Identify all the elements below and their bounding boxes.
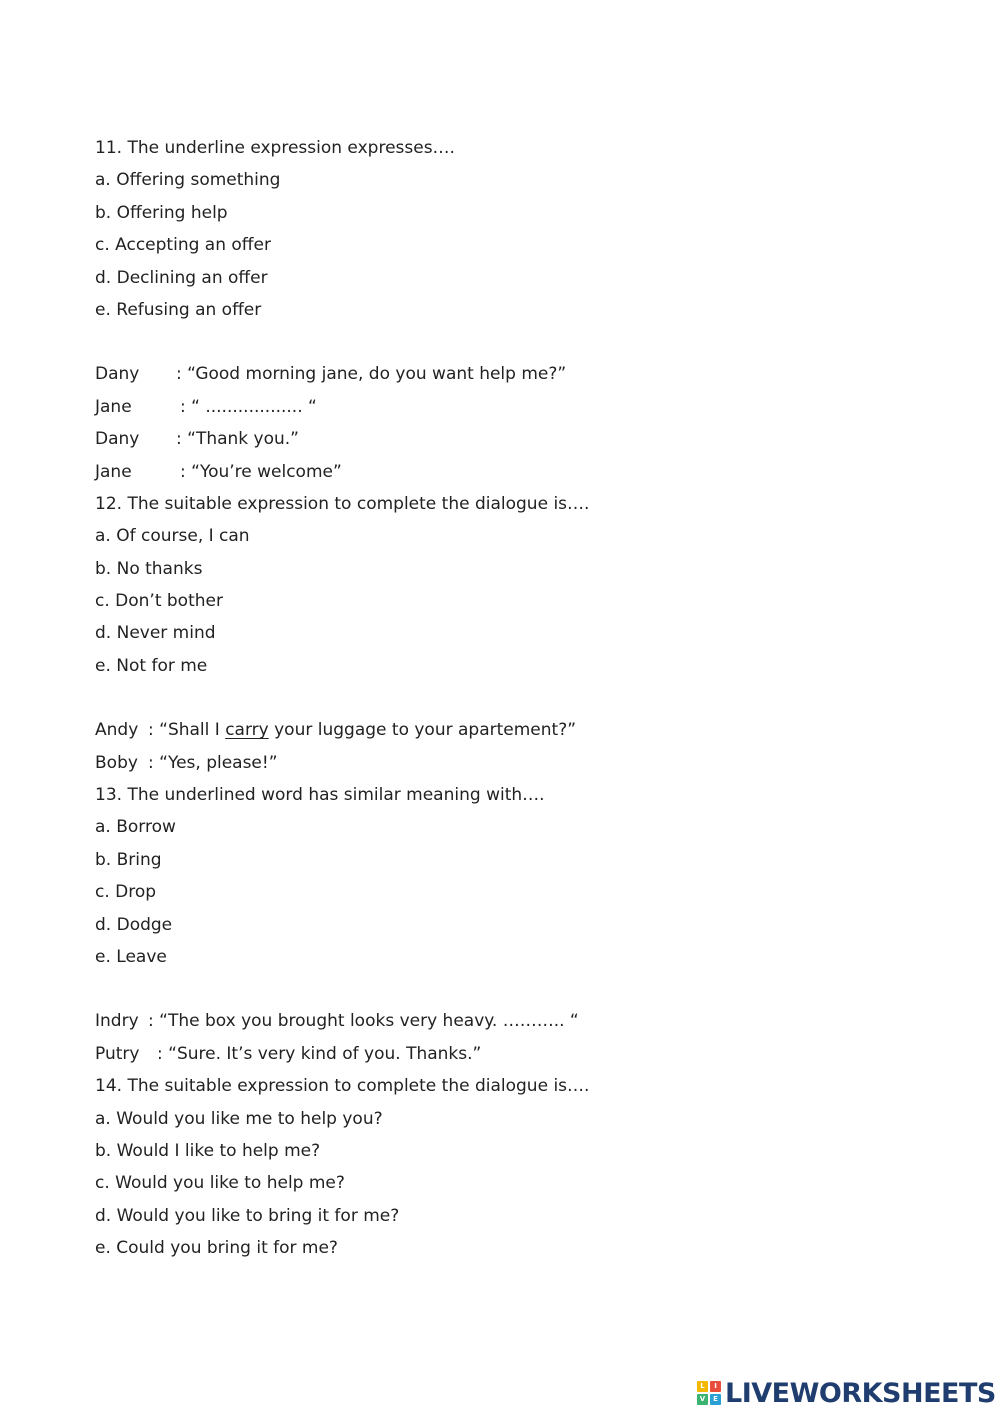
q12-option-b: b. No thanks	[95, 558, 203, 579]
speaker-name: Andy	[95, 720, 139, 741]
question-14: 14. The suitable expression to complete the dialogue is….	[95, 1076, 590, 1097]
q12-option-e: e. Not for me	[95, 655, 208, 676]
dialogue-text: : “Good morning jane, do you want help me?”	[176, 364, 567, 385]
logo-tile: I	[710, 1381, 721, 1392]
q11-option-b: b. Offering help	[95, 202, 228, 223]
logo-tile: L	[697, 1381, 708, 1392]
q14-option-d: d. Would you like to bring it for me?	[95, 1205, 400, 1226]
dialogue-text: : “The box you brought looks very heavy. ……….. “	[148, 1011, 579, 1032]
q12-option-a: a. Of course, I can	[95, 526, 250, 547]
logo-text: LIVEWORKSHEETS	[725, 1377, 996, 1409]
q11-option-d: d. Declining an offer	[95, 267, 268, 288]
question-12: 12. The suitable expression to complete the dialogue is….	[95, 493, 590, 514]
dialogue-text: : “ .................. “	[180, 396, 317, 417]
dialogue-line	[95, 362, 955, 394]
speaker-name: Indry	[95, 1011, 139, 1032]
q13-option-b: b. Bring	[95, 849, 162, 870]
dialogue-line	[95, 395, 955, 427]
worksheet-page	[95, 136, 955, 1269]
speaker-name: Putry	[95, 1043, 140, 1064]
q11-option-c: c. Accepting an offer	[95, 235, 271, 256]
dialogue-line	[95, 751, 955, 783]
dialogue-text: : “You’re welcome”	[180, 461, 342, 482]
q13-option-c: c. Drop	[95, 882, 157, 903]
q14-option-a: a. Would you like me to help you?	[95, 1108, 383, 1129]
dialogue-line	[95, 718, 955, 750]
q14-option-e: e. Could you bring it for me?	[95, 1238, 338, 1259]
q13-option-e: e. Leave	[95, 946, 167, 967]
dialogue-line	[95, 427, 955, 459]
liveworksheets-logo[interactable]	[697, 1376, 996, 1410]
logo-tile: V	[697, 1394, 708, 1405]
speaker-name: Dany	[95, 364, 140, 385]
logo-mark-icon	[697, 1381, 721, 1405]
speaker-name: Dany	[95, 429, 140, 450]
speaker-name: Jane	[95, 461, 132, 482]
question-11: 11. The underline expression expresses….	[95, 138, 455, 158]
dialogue-line	[95, 1042, 955, 1074]
dialogue-text-pre: : “Shall I	[148, 720, 226, 741]
q14-option-b: b. Would I like to help me?	[95, 1140, 321, 1161]
q11-option-e: e. Refusing an offer	[95, 299, 262, 320]
q13-option-a: a. Borrow	[95, 817, 176, 838]
speaker-name: Boby	[95, 752, 138, 773]
logo-tile: E	[710, 1394, 721, 1405]
q12-option-c: c. Don’t bother	[95, 591, 223, 612]
q11-option-a: a. Offering something	[95, 170, 281, 191]
question-13: 13. The underlined word has similar meaning with….	[95, 785, 545, 806]
dialogue-text: : “Sure. It’s very kind of you. Thanks.”	[157, 1043, 482, 1064]
q12-option-d: d. Never mind	[95, 623, 216, 644]
dialogue-text: : “Yes, please!”	[148, 752, 278, 773]
dialogue-line	[95, 460, 955, 492]
dialogue-text-post: your luggage to your apartement?”	[268, 720, 577, 741]
speaker-name: Jane	[95, 396, 132, 417]
underlined-word: carry	[225, 720, 269, 741]
dialogue-text: : “Thank you.”	[176, 429, 299, 450]
q14-option-c: c. Would you like to help me?	[95, 1173, 345, 1194]
q13-option-d: d. Dodge	[95, 914, 173, 935]
dialogue-line	[95, 1009, 955, 1041]
